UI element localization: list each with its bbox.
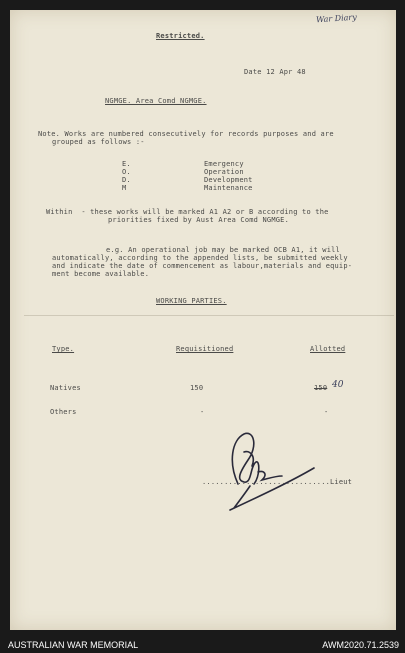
table-header-allotted: Allotted [310, 345, 346, 353]
fold-line [24, 315, 394, 316]
subject-line: NGMGE. Area Comd NGMGE. [105, 97, 207, 105]
signature-mark [210, 422, 320, 512]
group-code: O. [122, 168, 131, 176]
table-cell-requisitioned: - [200, 408, 205, 416]
group-label: Maintenance [204, 184, 253, 192]
within-line: priorities fixed by Aust Area Comd NGMGE. [108, 216, 289, 224]
table-header-requisitioned: Requisitioned [176, 345, 234, 353]
table-cell-requisitioned: 150 [190, 384, 204, 392]
intro-line: grouped as follows :- [52, 138, 145, 146]
table-cell-allotted: - [324, 408, 329, 416]
table-cell-type: Natives [50, 384, 81, 392]
group-code: D. [122, 176, 131, 184]
group-code: E. [122, 160, 131, 168]
document-page [10, 10, 396, 630]
handwritten-annotation: War Diary [315, 12, 358, 25]
footer-archive-name: AUSTRALIAN WAR MEMORIAL [8, 640, 139, 650]
section-heading: WORKING PARTIES. [156, 297, 227, 305]
group-label: Development [204, 176, 253, 184]
table-cell-type: Others [50, 408, 77, 416]
group-label: Operation [204, 168, 244, 176]
table-header-type: Type. [52, 345, 75, 353]
footer-item-id: AWM2020.71.2539 [322, 640, 399, 650]
example-line: e.g. An operational job may be marked OCB A1, it will [106, 246, 340, 254]
group-label: Emergency [204, 160, 244, 168]
classification-label: Restricted. [156, 32, 205, 40]
example-line: automatically, according to the appended lists, be submitted weekly [52, 254, 348, 262]
group-code: M [122, 184, 127, 192]
table-cell-allotted: 150 [314, 384, 328, 392]
example-line: ment become available. [52, 270, 150, 278]
signature-line: .............................Lieut [202, 478, 353, 486]
document-date: Date 12 Apr 48 [244, 68, 306, 76]
handwritten-allotted-correction: 40 [332, 380, 344, 390]
intro-line: Note. Works are numbered consecutively for records purposes and are [38, 130, 334, 138]
example-line: and indicate the date of commencement as labour,materials and equip- [52, 262, 353, 270]
within-line: Within - these works will be marked A1 A2 or B according to the [46, 208, 329, 216]
